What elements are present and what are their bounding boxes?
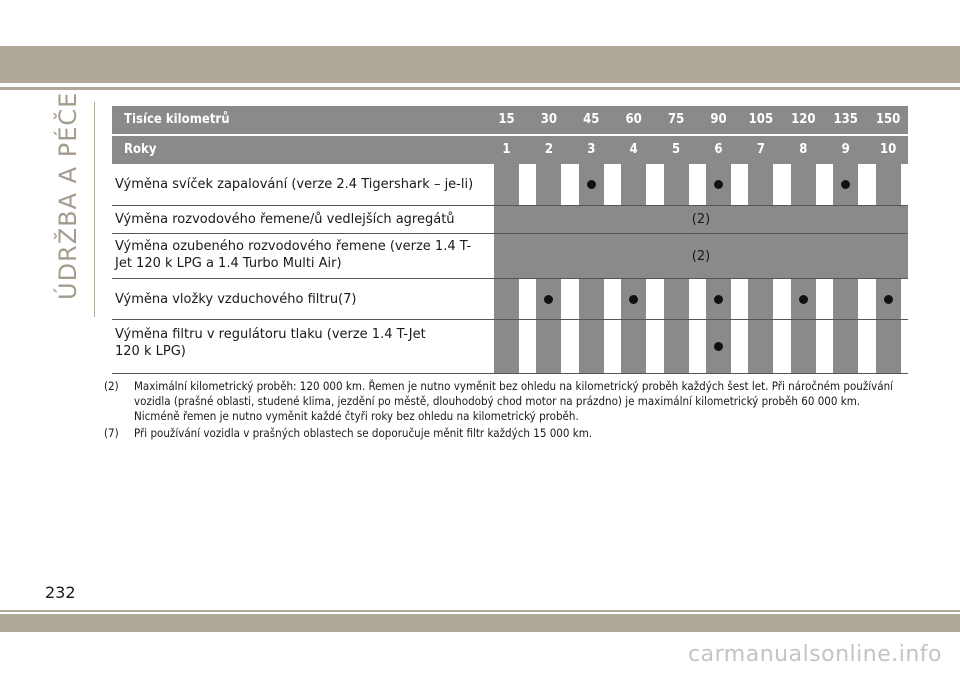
footer-band <box>0 614 960 632</box>
interval-cell <box>748 279 773 319</box>
header-year-cell: 6 <box>714 142 723 157</box>
watermark: carmanualsonline.info <box>688 642 942 667</box>
service-dot-icon <box>714 295 723 304</box>
interval-cell <box>579 320 604 373</box>
interval-cell <box>494 320 519 373</box>
header-km-label: Tisíce kilometrů <box>124 112 230 127</box>
footnote <box>104 426 908 441</box>
interval-cell <box>748 164 773 205</box>
interval-cell <box>621 164 646 205</box>
footnote <box>104 379 908 424</box>
header-km-cell: 135 <box>833 112 858 127</box>
interval-cell <box>706 320 731 373</box>
interval-cell <box>536 279 561 319</box>
interval-cell <box>748 320 773 373</box>
header-km-cell: 150 <box>875 112 901 127</box>
interval-cell <box>833 320 858 373</box>
header-years-label: Roky <box>124 142 157 157</box>
header-year-cell: 2 <box>544 142 553 157</box>
page-number: 232 <box>45 583 76 602</box>
service-dot-icon <box>714 180 723 189</box>
row-label: Výměna svíček zapalování (verze 2.4 Tigershark – je-li) <box>115 177 474 192</box>
header-km-cell: 15 <box>498 112 515 127</box>
service-dot-icon <box>714 342 723 351</box>
row-label: Výměna rozvodového řemene/ů vedlejších agregátů <box>115 212 455 227</box>
interval-cell <box>664 320 689 373</box>
merged-cell: (2) <box>494 206 908 233</box>
merged-cell: (2) <box>494 234 908 278</box>
interval-cell <box>876 320 901 373</box>
interval-cell <box>833 164 858 205</box>
footer-rule <box>0 610 960 612</box>
interval-cell <box>664 164 689 205</box>
header-year-cell: 4 <box>629 142 638 157</box>
interval-cell <box>621 279 646 319</box>
row-label: Výměna vložky vzduchového filtru(7) <box>115 292 357 307</box>
header-year-cell: 10 <box>879 142 897 157</box>
section-title-rule <box>94 102 95 317</box>
interval-cell <box>706 164 731 205</box>
header-year-cell: 8 <box>799 142 808 157</box>
interval-cell <box>621 320 646 373</box>
header-year-cell: 1 <box>502 142 511 157</box>
interval-cell <box>876 164 901 205</box>
header-km-cell: 105 <box>748 112 774 127</box>
header-row-years <box>112 136 908 164</box>
interval-cell <box>876 279 901 319</box>
footnotes <box>104 379 908 443</box>
interval-cell <box>536 320 561 373</box>
interval-cell <box>706 279 731 319</box>
interval-cell <box>833 279 858 319</box>
service-dot-icon <box>544 295 553 304</box>
header-km-cell: 45 <box>583 112 600 127</box>
header-km-cell: 60 <box>625 112 642 127</box>
header-year-cell: 5 <box>672 142 681 157</box>
footnote-mark: (7) <box>104 426 119 440</box>
row-label: Výměna filtru v regulátoru tlaku (verze 1.4 T-Jet 120 k LPG) <box>115 327 426 359</box>
table-row <box>112 234 908 279</box>
table-row <box>112 164 908 206</box>
table-row <box>112 320 908 374</box>
table-row <box>112 279 908 320</box>
header-km-cell: 30 <box>540 112 558 127</box>
interval-cell <box>791 320 816 373</box>
interval-cell <box>791 279 816 319</box>
interval-cell <box>494 279 519 319</box>
interval-cell <box>494 164 519 205</box>
interval-cell <box>579 164 604 205</box>
service-dot-icon <box>587 180 596 189</box>
interval-cell <box>579 279 604 319</box>
maintenance-table <box>112 106 908 374</box>
header-year-cell: 9 <box>841 142 850 157</box>
footnote-text: Při používání vozidla v prašných oblastech se doporučuje měnit filtr každých 15 000 km. <box>134 426 593 440</box>
table-row <box>112 206 908 234</box>
interval-cell <box>791 164 816 205</box>
header-km-cell: 120 <box>791 112 816 127</box>
header-km-cell: 75 <box>667 112 685 127</box>
service-dot-icon <box>841 180 850 189</box>
interval-cell <box>664 279 689 319</box>
service-dot-icon <box>799 295 808 304</box>
interval-cell <box>536 164 561 205</box>
header-year-cell: 3 <box>587 142 596 157</box>
header-band <box>0 46 960 83</box>
section-title: ÚDRŽBA A PÉČE <box>54 91 82 300</box>
footnote-mark: (2) <box>104 379 119 393</box>
header-km-cell: 90 <box>710 112 727 127</box>
service-dot-icon <box>884 295 893 304</box>
row-label: Výměna ozubeného rozvodového řemene (verze 1.4 T-Jet 120 k LPG a 1.4 Turbo Multi Air) <box>115 239 472 271</box>
header-year-cell: 7 <box>756 142 765 157</box>
header-row-km <box>112 106 908 136</box>
footnote-text: Maximální kilometrický proběh: 120 000 km. Řemen je nutno vyměnit bez ohledu na kilometrický proběh každých šest let. Při náročném používání vozidla (prašné oblasti, studené klima, jezdění po městě, dlouhodobý chod motor na prázdno) je maximální kilometrický proběh 60 000 km. Nicméně řemen je nutno vyměnit každé čtyři roky bez ohledu na kilometrický proběh. <box>134 379 894 423</box>
header-rule <box>0 87 960 90</box>
service-dot-icon <box>629 295 638 304</box>
